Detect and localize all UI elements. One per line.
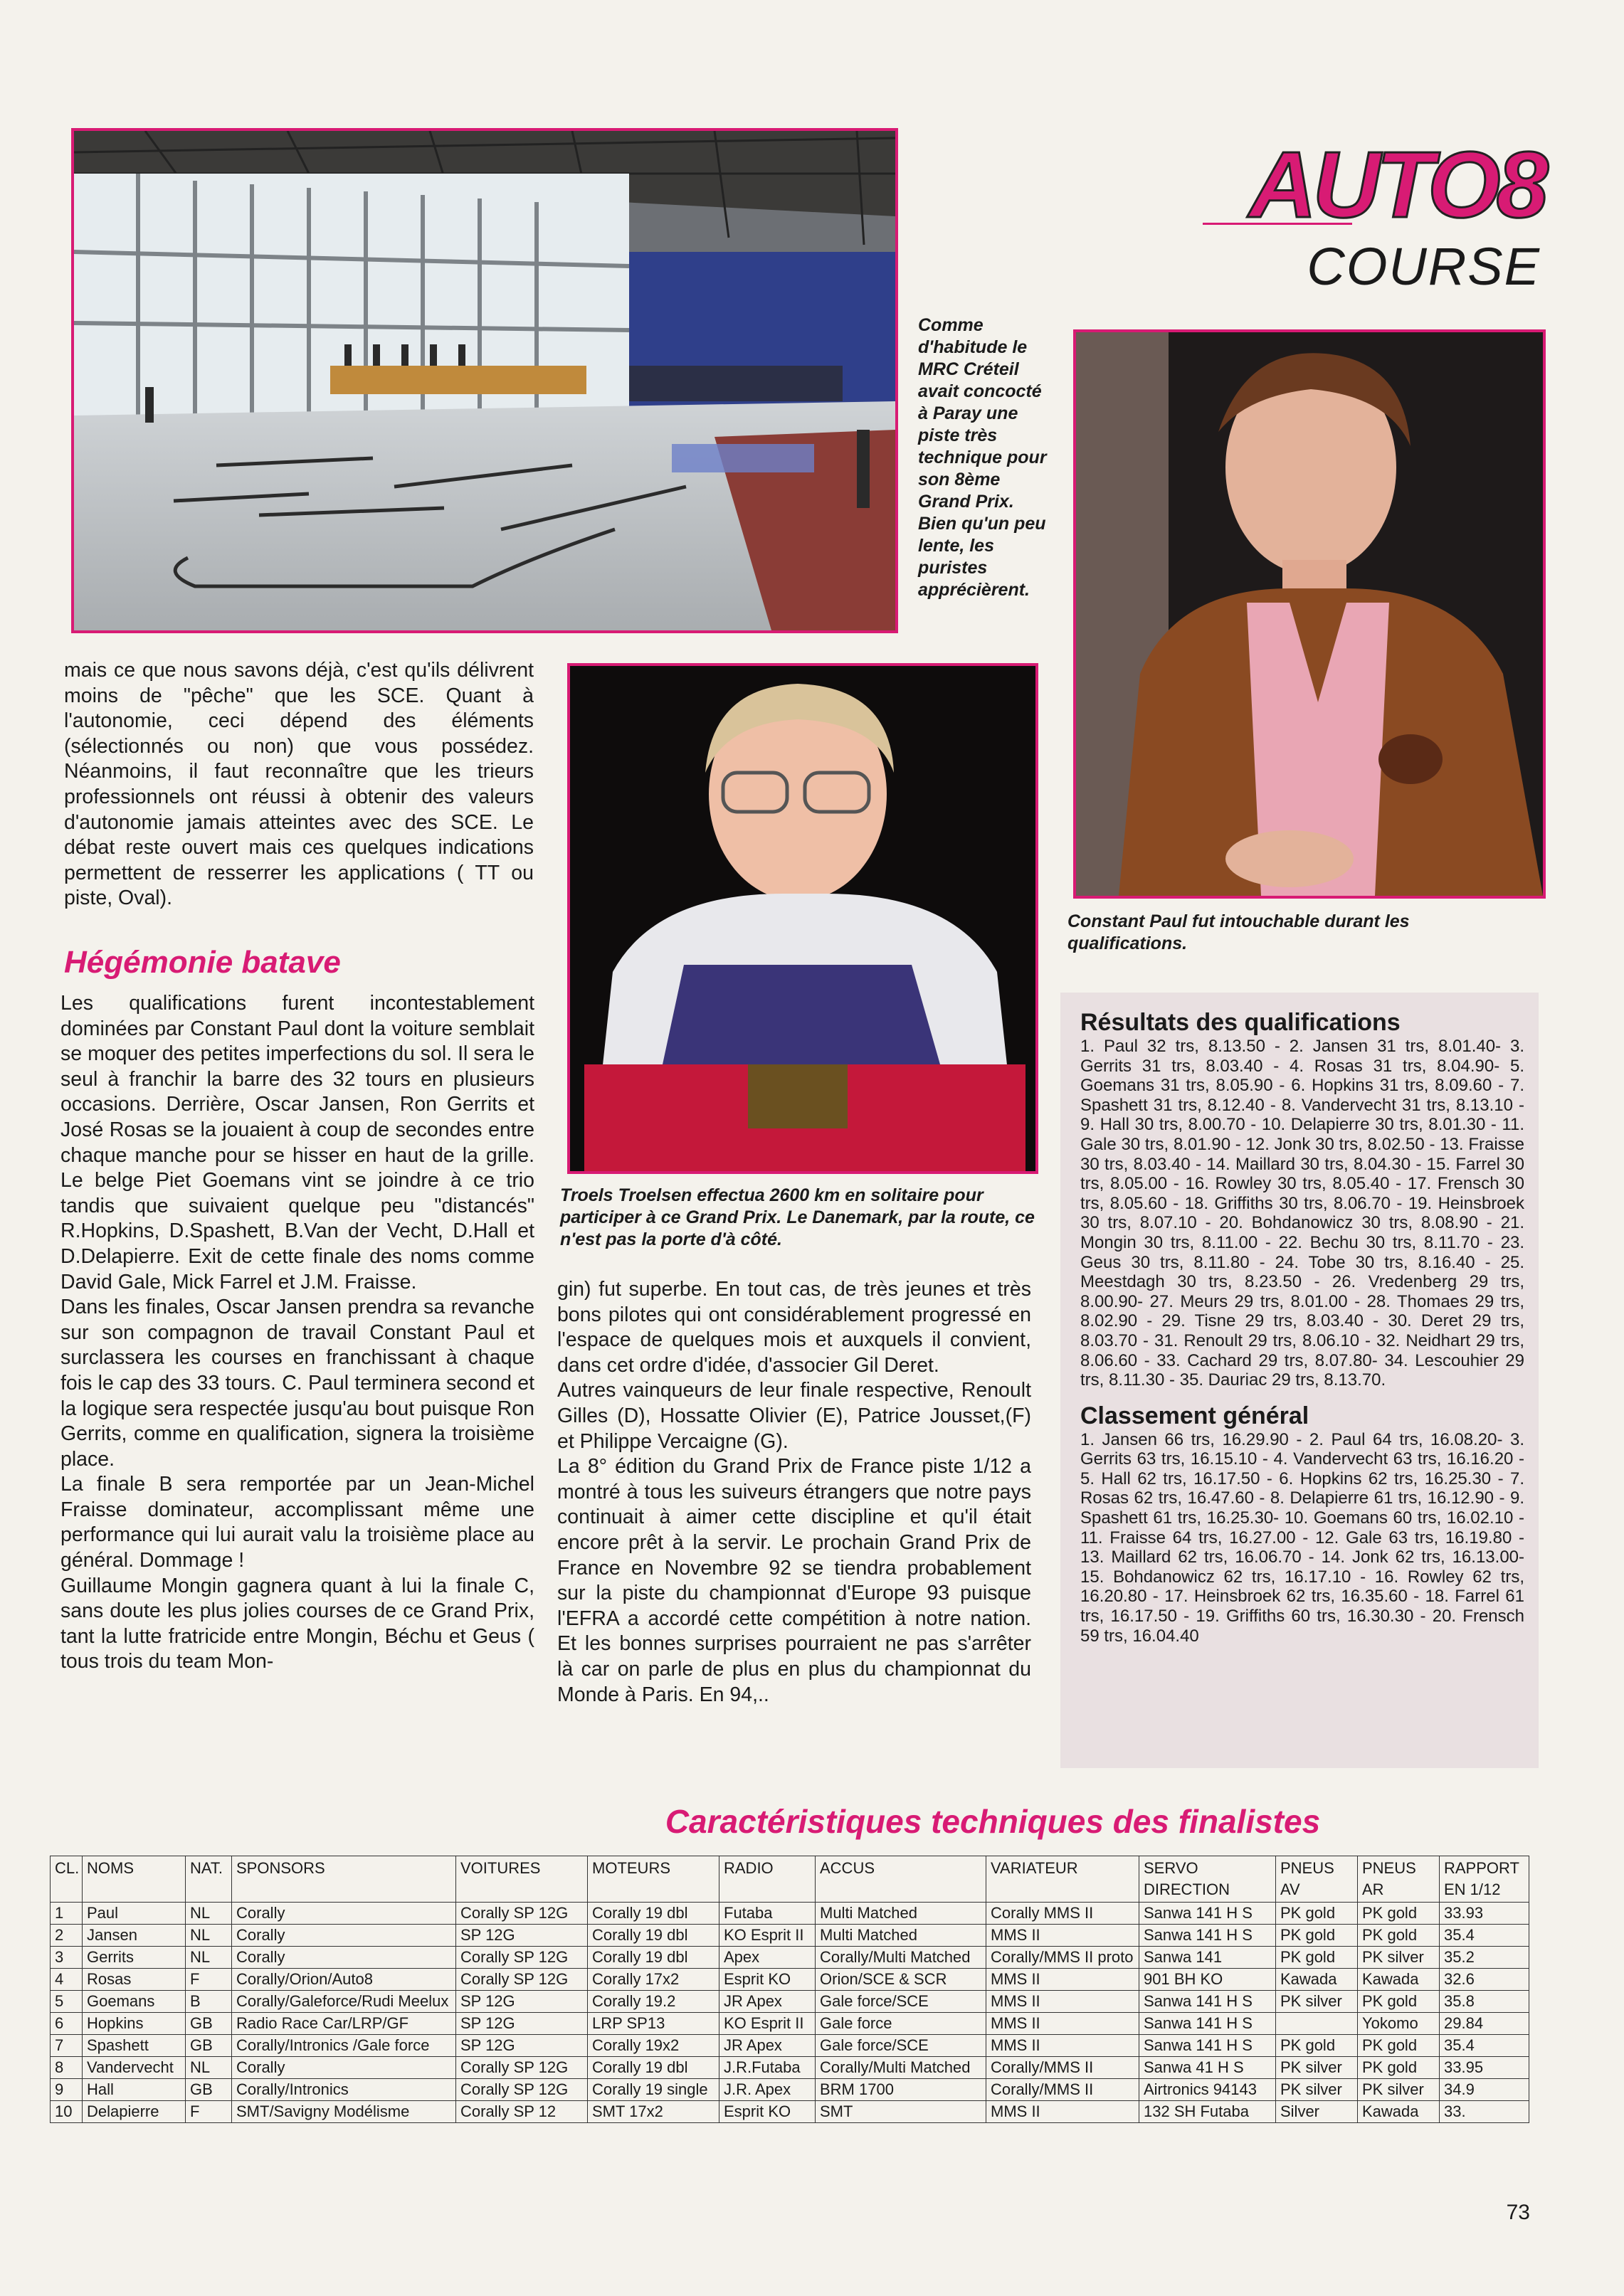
paragraph-7: La 8° édition du Grand Prix de France piste 1/12 a montré à tous les suiveurs étrangers que notre pays continuait à aimer cette discipline et qu'il était encore prêt à la servir. Le prochain Grand Prix de France en Novembre 92 se tiendra probablement sur la piste du championnat d'Europe 93 puisque l'EFRA a accordé cette compétition à notre nation. Et les bonnes surprises pourraient ne pas s'arrêter là car on parle de plus en plus du championnat du Monde à Paris. En 94,.. xyxy=(557,1455,1031,1706)
photo-race-hall xyxy=(71,128,898,633)
table-cell: 32.6 xyxy=(1440,1969,1529,1991)
table-cell: SP 12G xyxy=(456,1991,588,2013)
table-cell: Jansen xyxy=(83,1925,186,1947)
constant-paul-image xyxy=(1076,332,1543,896)
table-cell: PK silver xyxy=(1276,2079,1358,2101)
table-cell: Corally/MMS II xyxy=(986,2079,1139,2101)
caption-constant-paul: Constant Paul fut intouchable durant les qualifications. xyxy=(1067,911,1410,953)
table-cell: Hopkins xyxy=(83,2013,186,2035)
table-row xyxy=(51,1925,1529,1947)
results-box xyxy=(1060,993,1539,1768)
table-cell: PK gold xyxy=(1358,2057,1440,2079)
table-cell: Sanwa 141 H S xyxy=(1139,1925,1276,1947)
table-cell: 10 xyxy=(51,2101,83,2123)
race-hall-image xyxy=(74,131,895,630)
table-cell: Sanwa 141 H S xyxy=(1139,1903,1276,1925)
table-header-cell: PNEUS AV xyxy=(1276,1856,1358,1903)
table-header-cell: VARIATEUR xyxy=(986,1856,1139,1903)
table-cell: Corally/Galeforce/Rudi Meelux xyxy=(232,1991,456,2013)
table-header-cell: CL. xyxy=(51,1856,83,1903)
table-cell: Corally/Intronics xyxy=(232,2079,456,2101)
table-cell: 4 xyxy=(51,1969,83,1991)
table-header-cell: NOMS xyxy=(83,1856,186,1903)
table-cell: 35.8 xyxy=(1440,1991,1529,2013)
article-column-left xyxy=(60,991,534,1675)
table-cell: Kawada xyxy=(1276,1969,1358,1991)
logo-brand: AUTO8 xyxy=(1249,132,1544,237)
table-cell: Corally xyxy=(232,1947,456,1969)
table-cell: Silver xyxy=(1276,2101,1358,2123)
table-cell: Sanwa 141 H S xyxy=(1139,2013,1276,2035)
table-row xyxy=(51,1969,1529,1991)
table-cell: 34.9 xyxy=(1440,2079,1529,2101)
finalists-tech-table xyxy=(50,1856,1529,2123)
table-cell: Airtronics 94143 xyxy=(1139,2079,1276,2101)
table-cell: 33.93 xyxy=(1440,1903,1529,1925)
table-cell: Gerrits xyxy=(83,1947,186,1969)
table-cell: NL xyxy=(186,1947,232,1969)
table-cell: 9 xyxy=(51,2079,83,2101)
table-cell: Gale force/SCE xyxy=(816,1991,986,2013)
table-cell: KO Esprit II xyxy=(719,1925,816,1947)
table-cell: 33. xyxy=(1440,2101,1529,2123)
table-cell: J.R. Apex xyxy=(719,2079,816,2101)
table-cell: LRP SP13 xyxy=(588,2013,719,2035)
table-cell: Multi Matched xyxy=(816,1903,986,1925)
table-cell: Vandervecht xyxy=(83,2057,186,2079)
table-cell: BRM 1700 xyxy=(816,2079,986,2101)
table-cell: PK gold xyxy=(1276,1903,1358,1925)
table-row xyxy=(51,1903,1529,1925)
paragraph-6: Autres vainqueurs de leur finale respective, Renoult Gilles (D), Hossatte Olivier (E), Patrice Jousset,(F) et Philippe Vercaigne (G). xyxy=(557,1379,1031,1453)
table-header-cell: MOTEURS xyxy=(588,1856,719,1903)
table-cell: 33.95 xyxy=(1440,2057,1529,2079)
table-cell: Corally 19 dbl xyxy=(588,1947,719,1969)
table-header-cell: ACCUS xyxy=(816,1856,986,1903)
table-header-cell: SPONSORS xyxy=(232,1856,456,1903)
table-cell: Esprit KO xyxy=(719,1969,816,1991)
table-cell: NL xyxy=(186,1903,232,1925)
table-cell: 35.2 xyxy=(1440,1947,1529,1969)
troels-troelsen-image xyxy=(570,666,1035,1171)
photo-constant-paul xyxy=(1073,329,1546,899)
article-intro xyxy=(64,658,534,911)
table-cell: SMT xyxy=(816,2101,986,2123)
photo-troels-troelsen xyxy=(567,663,1038,1174)
table-cell: Goemans xyxy=(83,1991,186,2013)
table-cell: SP 12G xyxy=(456,2013,588,2035)
table-cell: 7 xyxy=(51,2035,83,2057)
table-cell: Delapierre xyxy=(83,2101,186,2123)
table-cell: PK silver xyxy=(1358,1947,1440,1969)
table-row xyxy=(51,1991,1529,2013)
table-header-cell: PNEUS AR xyxy=(1358,1856,1440,1903)
table-header-cell: VOITURES xyxy=(456,1856,588,1903)
paragraph-5: gin) fut superbe. En tout cas, de très jeunes et très bons pilotes qui ont considérablement progressé en l'espace de quelques mois et auxquels il convient, dans cet ordre d'idée, d'associer Gil Deret. xyxy=(557,1278,1031,1377)
table-cell: Multi Matched xyxy=(816,1925,986,1947)
table-cell: Corally MMS II xyxy=(986,1903,1139,1925)
table-cell: J.R.Futaba xyxy=(719,2057,816,2079)
table-cell: SP 12G xyxy=(456,2035,588,2057)
table-cell: GB xyxy=(186,2013,232,2035)
table-cell: Hall xyxy=(83,2079,186,2101)
table-cell: Futaba xyxy=(719,1903,816,1925)
table-cell: PK silver xyxy=(1358,2079,1440,2101)
table-cell: Spashett xyxy=(83,2035,186,2057)
table-cell: 901 BH KO xyxy=(1139,1969,1276,1991)
table-cell: 2 xyxy=(51,1925,83,1947)
table-cell: Corally/Orion/Auto8 xyxy=(232,1969,456,1991)
table-cell: PK gold xyxy=(1276,2035,1358,2057)
table-cell: Orion/SCE & SCR xyxy=(816,1969,986,1991)
table-cell: Corally 17x2 xyxy=(588,1969,719,1991)
table-cell: Kawada xyxy=(1358,1969,1440,1991)
table-cell: NL xyxy=(186,1925,232,1947)
paragraph-1: Les qualifications furent incontestablement dominées par Constant Paul dont la voiture semblait se moquer des petites imperfections du sol. Il sera le seul à franchir la barre des 32 tours en plusieurs occasions. Derrière, Oscar Jansen, Ron Gerrits et José Rosas se la jouaient à coup de secondes entre chaque manche pour se hisser en haut de la grille. Le belge Piet Goemans vint se joindre à ce trio tandis que suivaient quelque peu "distancés" R.Hopkins, D.Spashett, B.Van der Vecht, D.Hall et D.Delapierre. Exit de cette finale des noms comme David Gale, Mick Farrel et J.M. Fraisse. xyxy=(60,992,534,1294)
table-cell: KO Esprit II xyxy=(719,2013,816,2035)
table-cell: NL xyxy=(186,2057,232,2079)
table-cell: Sanwa 41 H S xyxy=(1139,2057,1276,2079)
table-cell: PK gold xyxy=(1358,2035,1440,2057)
table-cell: JR Apex xyxy=(719,2035,816,2057)
classement-list: 1. Jansen 66 trs, 16.29.90 - 2. Paul 64 trs, 16.08.20- 3. Gerrits 63 trs, 16.15.10 - 4. Vandervecht 63 trs, 16.16.20 - 5. Hall 62 trs, 16.17.50 - 6. Hopkins 62 trs, 16.25.30 - 7. Rosas 62 trs, 16.47.60 - 8. Delapierre 61 trs, 16.12.90 - 9. Spashett 61 trs, 16.25.30- 10. Goemans 60 trs, 16.02.10 - 11. Fraisse 64 trs, 16.27.00 - 12. Gale 63 trs, 16.19.80 - 13. Maillard 62 trs, 16.06.70 - 14. Jonk 62 trs, 16.13.00- 15. Bohdanowicz 62 trs, 16.17.10 - 16. Rowley 62 trs, 16.20.80 - 17. Heinsbroek 62 trs, 16.35.60 - 18. Farrel 61 trs, 16.17.50 - 19. Griffiths 60 trs, 16.30.30 - 20. Frensch 59 trs, 16.04.40 xyxy=(1080,1429,1524,1646)
table-cell: 6 xyxy=(51,2013,83,2035)
table-header-cell: RAPPORT EN 1/12 xyxy=(1440,1856,1529,1903)
caption-race-hall: Comme d'habitude le MRC Créteil avait concocté à Paray une piste très technique pour son 8ème Grand Prix. Bien qu'un peu lente, les puristes apprécièrent. xyxy=(918,315,1047,600)
table-cell: GB xyxy=(186,2079,232,2101)
logo-section: COURSE xyxy=(1307,237,1541,296)
table-cell: PK silver xyxy=(1276,1991,1358,2013)
table-cell: Kawada xyxy=(1358,2101,1440,2123)
table-cell: Corally 19x2 xyxy=(588,2035,719,2057)
table-cell: 1 xyxy=(51,1903,83,1925)
table-row xyxy=(51,2057,1529,2079)
table-header-row xyxy=(51,1856,1529,1903)
qualifications-list: 1. Paul 32 trs, 8.13.50 - 2. Jansen 31 trs, 8.01.40- 3. Gerrits 31 trs, 8.03.40 - 4. Rosas 31 trs, 8.04.90- 5. Goemans 31 trs, 8.05.90 - 6. Hopkins 31 trs, 8.09.60 - 7. Spashett 31 trs, 8.12.40 - 8. Vandervecht 31 trs, 8.13.10 - 9. Hall 30 trs, 8.00.70 - 10. Delapierre 30 trs, 8.01.30 - 11. Gale 30 trs, 8.01.90 - 12. Jonk 30 trs, 8.02.50 - 13. Fraisse 30 trs, 8.03.40 - 14. Maillard 30 trs, 8.04.30 - 15. Farrel 30 trs, 8.05.00 - 16. Rowley 30 trs, 8.05.40 - 17. Frensch 30 trs, 8.05.60 - 18. Griffiths 30 trs, 8.06.70 - 19. Heinsbroek 30 trs, 8.07.10 - 20. Bohdanowicz 30 trs, 8.08.90 - 21. Mongin 30 trs, 8.11.00 - 22. Bechu 30 trs, 8.11.70 - 23. Geus 30 trs, 8.11.80 - 24. Tobe 30 trs, 8.16.40 - 25. Meestdagh 30 trs, 8.23.50 - 26. Vredenberg 29 trs, 8.00.90- 27. Meurs 29 trs, 8.01.00 - 28. Thomaes 29 trs, 8.02.90 - 29. Tisne 29 trs, 8.03.40 - 30. Deret 29 trs, 8.03.70 - 31. Renoult 29 trs, 8.06.10 - 32. Neidhart 29 trs, 8.06.60 - 33. Cachard 29 trs, 8.07.80- 34. Lescouhier 29 trs, 8.11.30 - 35. Dauriac 29 trs, 8.13.70. xyxy=(1080,1037,1524,1390)
table-cell xyxy=(1276,2013,1358,2035)
table-cell: MMS II xyxy=(986,2013,1139,2035)
table-cell: SP 12G xyxy=(456,1925,588,1947)
table-cell: PK silver xyxy=(1276,2057,1358,2079)
table-cell: PK gold xyxy=(1358,1925,1440,1947)
table-cell: MMS II xyxy=(986,2101,1139,2123)
table-cell: Corally SP 12 xyxy=(456,2101,588,2123)
table-cell: Sanwa 141 xyxy=(1139,1947,1276,1969)
page-number: 73 xyxy=(1506,2201,1530,2224)
table-header-cell: NAT. xyxy=(186,1856,232,1903)
table-cell: Corally SP 12G xyxy=(456,1903,588,1925)
table-cell: Esprit KO xyxy=(719,2101,816,2123)
table-cell: Radio Race Car/LRP/GF xyxy=(232,2013,456,2035)
table-row xyxy=(51,2035,1529,2057)
table-cell: Corally SP 12G xyxy=(456,1947,588,1969)
table-header-cell: RADIO xyxy=(719,1856,816,1903)
table-cell: PK gold xyxy=(1276,1947,1358,1969)
table-row xyxy=(51,2101,1529,2123)
table-cell: Corally SP 12G xyxy=(456,2057,588,2079)
table-cell: MMS II xyxy=(986,1991,1139,2013)
table-cell: JR Apex xyxy=(719,1991,816,2013)
paragraph-3: La finale B sera remportée par un Jean-Michel Fraisse dominateur, accomplissant même une performance qui lui aurait valu la troisième place au général. Dommage ! xyxy=(60,1473,534,1572)
article-column-middle xyxy=(557,1277,1031,1708)
intro-paragraph: mais ce que nous savons déjà, c'est qu'ils délivrent moins de "pêche" que les SCE. Quant à l'autonomie, ceci dépend des éléments (sélectionnés ou non) que vous possédez. Néanmoins, il faut reconnaître que les trieurs professionnels ont réussi à obtenir des valeurs d'autonomie jamais atteintes avec des SCE. Le débat reste ouvert mais ces quelques indications permettent de resserrer les applications ( TT ou piste, Oval). xyxy=(64,659,534,910)
table-cell: Corally xyxy=(232,2057,456,2079)
magazine-logo xyxy=(1203,132,1548,302)
table-cell: PK gold xyxy=(1358,1991,1440,2013)
table-cell: Corally/MMS II xyxy=(986,2057,1139,2079)
table-cell: Corally SP 12G xyxy=(456,1969,588,1991)
table-cell: Gale force/SCE xyxy=(816,2035,986,2057)
caption-troels-troelsen: Troels Troelsen effectua 2600 km en solitaire pour participer à ce Grand Prix. Le Danemark, par la route, ce n'est pas la porte d'à côté. xyxy=(560,1185,1035,1249)
table-cell: Corally/Intronics /Gale force xyxy=(232,2035,456,2057)
table-cell: PK gold xyxy=(1358,1903,1440,1925)
table-cell: Corally xyxy=(232,1903,456,1925)
table-cell: Corally 19 dbl xyxy=(588,2057,719,2079)
table-row xyxy=(51,2013,1529,2035)
table-cell: 132 SH Futaba xyxy=(1139,2101,1276,2123)
table-cell: Corally/Multi Matched xyxy=(816,2057,986,2079)
table-cell: 8 xyxy=(51,2057,83,2079)
table-cell: 35.4 xyxy=(1440,1925,1529,1947)
table-cell: Apex xyxy=(719,1947,816,1969)
table-cell: Gale force xyxy=(816,2013,986,2035)
paragraph-2: Dans les finales, Oscar Jansen prendra sa revanche sur son compagnon de travail Constant Paul et surclassera les courses en franchissant à chaque fois le cap des 33 tours. C. Paul terminera second et la logique sera respectée jusqu'au bout puisque Ron Gerrits, comme en qualification, signera la troisième place. xyxy=(60,1296,534,1471)
table-cell: 5 xyxy=(51,1991,83,2013)
table-cell: MMS II xyxy=(986,2035,1139,2057)
table-cell: F xyxy=(186,1969,232,1991)
table-cell: GB xyxy=(186,2035,232,2057)
table-cell: Corally 19 single xyxy=(588,2079,719,2101)
qualifications-title: Résultats des qualifications xyxy=(1080,1009,1401,1036)
table-cell: 35.4 xyxy=(1440,2035,1529,2057)
table-cell: 29.84 xyxy=(1440,2013,1529,2035)
table-cell: Corally/MMS II proto xyxy=(986,1947,1139,1969)
table-cell: Corally xyxy=(232,1925,456,1947)
table-cell: Corally 19.2 xyxy=(588,1991,719,2013)
table-cell: Corally SP 12G xyxy=(456,2079,588,2101)
table-row xyxy=(51,1947,1529,1969)
table-cell: Rosas xyxy=(83,1969,186,1991)
table-row xyxy=(51,2079,1529,2101)
table-cell: B xyxy=(186,1991,232,2013)
table-cell: Corally 19 dbl xyxy=(588,1903,719,1925)
table-cell: SMT 17x2 xyxy=(588,2101,719,2123)
table-cell: 3 xyxy=(51,1947,83,1969)
table-cell: Sanwa 141 H S xyxy=(1139,2035,1276,2057)
table-header-cell: SERVO DIRECTION xyxy=(1139,1856,1276,1903)
table-cell: MMS II xyxy=(986,1969,1139,1991)
table-cell: PK gold xyxy=(1276,1925,1358,1947)
table-cell: Corally 19 dbl xyxy=(588,1925,719,1947)
section-heading-hegemonie: Hégémonie batave xyxy=(64,945,341,980)
table-cell: SMT/Savigny Modélisme xyxy=(232,2101,456,2123)
paragraph-4: Guillaume Mongin gagnera quant à lui la finale C, sans doute les plus jolies courses de ce Grand Prix, tant la lutte fratricide entre Mongin, Béchu et Geus ( tous trois du team Mon- xyxy=(60,1574,534,1673)
table-cell: Yokomo xyxy=(1358,2013,1440,2035)
table-cell: F xyxy=(186,2101,232,2123)
table-cell: Paul xyxy=(83,1903,186,1925)
table-cell: Corally/Multi Matched xyxy=(816,1947,986,1969)
table-cell: Sanwa 141 H S xyxy=(1139,1991,1276,2013)
table-cell: MMS II xyxy=(986,1925,1139,1947)
classement-title: Classement général xyxy=(1080,1402,1309,1429)
table-title: Caractéristiques techniques des finalistes xyxy=(665,1803,1321,1840)
